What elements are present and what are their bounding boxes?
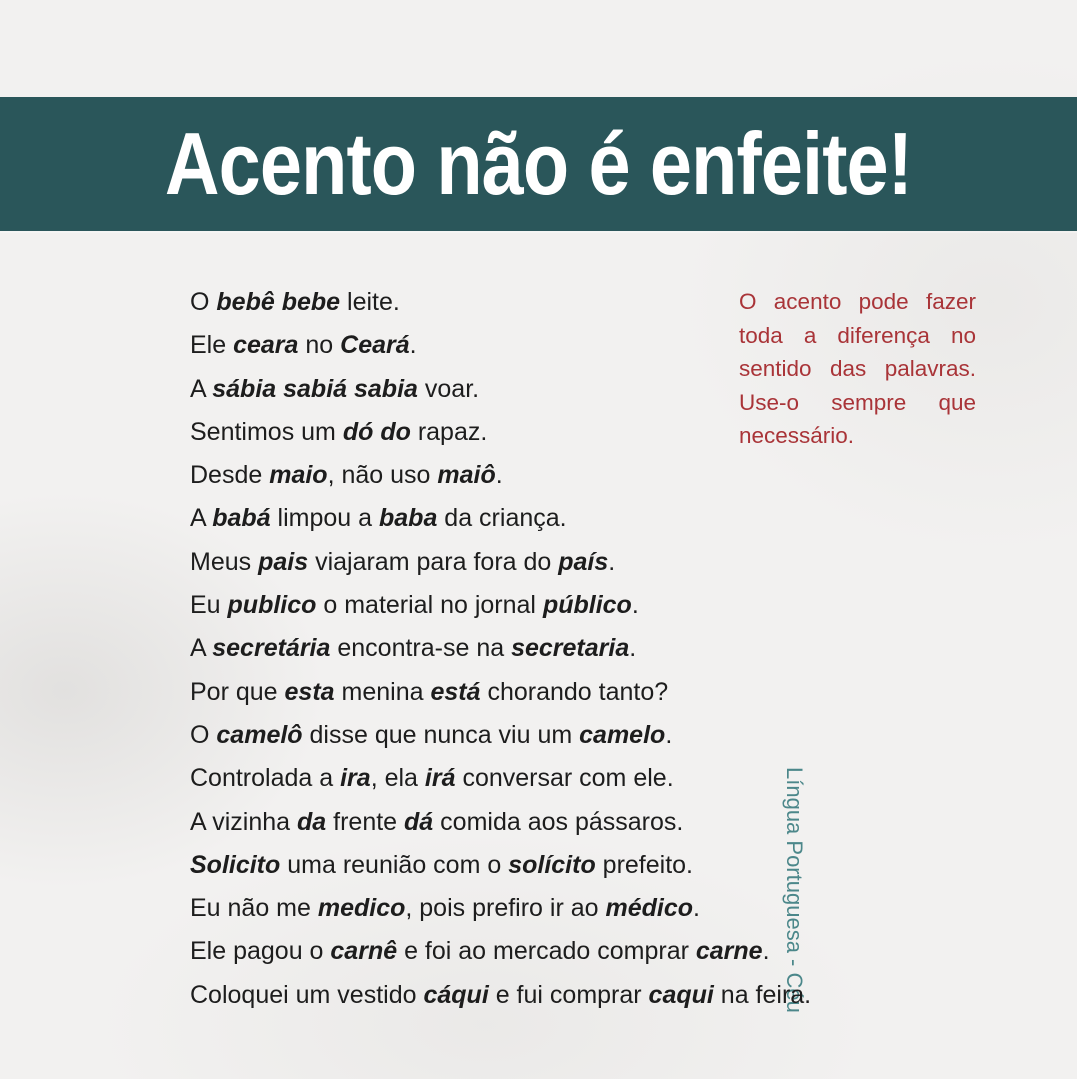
highlighted-word: secretária bbox=[212, 634, 331, 663]
sentence-text: . bbox=[608, 547, 616, 576]
sentence-text: Meus bbox=[190, 547, 259, 576]
sentence-text: rapaz. bbox=[410, 417, 488, 446]
sentence-text: no bbox=[298, 331, 341, 360]
sentence-text: . bbox=[495, 461, 503, 490]
sentence bbox=[190, 454, 811, 497]
sentence-text: , não uso bbox=[327, 461, 438, 490]
sentence-text: menina bbox=[334, 677, 431, 706]
highlighted-word: maio bbox=[269, 461, 328, 490]
sentence bbox=[190, 411, 811, 454]
sentence-text: conversar com ele. bbox=[455, 764, 674, 793]
highlighted-word: dá bbox=[404, 807, 434, 836]
sentence bbox=[190, 368, 811, 411]
sentence-text: A bbox=[190, 504, 213, 533]
sentence bbox=[190, 930, 811, 973]
highlighted-word: maiô bbox=[437, 461, 496, 490]
sentence-text: viajaram para fora do bbox=[308, 547, 559, 576]
highlighted-word: sábia sabiá sabia bbox=[212, 374, 418, 403]
sentence-text: da criança. bbox=[437, 504, 567, 533]
highlighted-word: pais bbox=[258, 547, 309, 576]
sentence-text: . bbox=[665, 720, 673, 749]
highlighted-word: irá bbox=[424, 764, 456, 793]
sentence bbox=[190, 974, 811, 1017]
sentence-text: Eu bbox=[190, 591, 228, 620]
highlighted-word: médico bbox=[605, 894, 694, 923]
highlighted-word: da bbox=[297, 807, 327, 836]
page-title: Acento não é enfeite! bbox=[164, 114, 913, 213]
sentence-text: na feira. bbox=[713, 980, 812, 1009]
highlighted-word: babá bbox=[212, 504, 271, 533]
note-text: O acento pode fazer toda a diferença no sentido das palavras. Use-o sempre que necessário. bbox=[739, 289, 976, 448]
sentence-text: o material no jornal bbox=[316, 591, 543, 620]
sentence-text: A bbox=[190, 634, 213, 663]
sentence-text: e foi ao mercado comprar bbox=[397, 937, 696, 966]
highlighted-word: está bbox=[430, 677, 481, 706]
sentence bbox=[190, 757, 811, 800]
sentence-list bbox=[190, 281, 811, 1017]
highlighted-word: Solicito bbox=[190, 850, 281, 879]
title-banner bbox=[0, 97, 1077, 231]
sentence-text: A bbox=[190, 374, 213, 403]
sentence bbox=[190, 844, 811, 887]
sentence-text: disse que nunca viu um bbox=[302, 720, 580, 749]
highlighted-word: medico bbox=[317, 894, 406, 923]
sentence-text: Ele bbox=[190, 331, 234, 360]
sentence bbox=[190, 324, 811, 367]
sentence-text: prefeito. bbox=[595, 850, 693, 879]
highlighted-word: carne bbox=[695, 937, 763, 966]
sentence bbox=[190, 541, 811, 584]
sentence-text: , ela bbox=[370, 764, 425, 793]
sentence-text: encontra-se na bbox=[330, 634, 512, 663]
sentence-text: A vizinha bbox=[190, 807, 298, 836]
highlighted-word: esta bbox=[284, 677, 335, 706]
sentence-text: e fui comprar bbox=[488, 980, 649, 1009]
highlighted-word: Ceará bbox=[340, 331, 410, 360]
sentence-text: voar. bbox=[417, 374, 480, 403]
sentence-text: Sentimos um bbox=[190, 417, 343, 446]
watermark-credit: Língua Portuguesa - Céu bbox=[782, 767, 807, 1013]
sentence-text: . bbox=[631, 591, 639, 620]
sentence bbox=[190, 671, 811, 714]
sentence-text: . bbox=[693, 894, 700, 923]
sentence bbox=[190, 497, 811, 540]
highlighted-word: ira bbox=[340, 764, 371, 793]
highlighted-word: público bbox=[542, 591, 632, 620]
sentence-text: O bbox=[190, 720, 217, 749]
highlighted-word: publico bbox=[227, 591, 317, 620]
highlighted-word: carnê bbox=[330, 937, 398, 966]
sentence-text: comida aos pássaros. bbox=[433, 807, 684, 836]
highlighted-word: bebê bebe bbox=[216, 288, 341, 316]
sentence-text: Ele pagou o bbox=[190, 937, 331, 966]
highlighted-word: dó do bbox=[342, 417, 411, 446]
highlighted-word: camelo bbox=[579, 720, 666, 749]
sentence-text: Por que bbox=[190, 677, 285, 706]
sentence-text: Controlada a bbox=[190, 764, 341, 793]
sentence-text: chorando tanto? bbox=[480, 677, 669, 706]
sentence-text: frente bbox=[326, 807, 405, 836]
sentence-text: . bbox=[409, 331, 417, 360]
sentence-text: , pois prefiro ir ao bbox=[405, 894, 606, 923]
sentence-text: . bbox=[629, 634, 637, 663]
sentence bbox=[190, 281, 811, 324]
sentence-text: Desde bbox=[190, 461, 270, 490]
sentence-text: leite. bbox=[340, 288, 400, 316]
highlighted-word: ceara bbox=[233, 331, 299, 360]
sentence bbox=[190, 887, 811, 930]
sentence-text: uma reunião com o bbox=[280, 850, 509, 879]
highlighted-word: caqui bbox=[648, 980, 714, 1009]
sentence-text: Eu não me bbox=[190, 894, 318, 923]
sentence bbox=[190, 801, 811, 844]
sentence-text: Coloquei um vestido bbox=[190, 980, 424, 1009]
highlighted-word: baba bbox=[379, 504, 438, 533]
highlighted-word: cáqui bbox=[423, 980, 489, 1009]
highlighted-word: solícito bbox=[508, 850, 596, 879]
highlighted-word: país bbox=[558, 547, 609, 576]
sentence-text: limpou a bbox=[270, 504, 379, 533]
highlighted-word: camelô bbox=[216, 720, 303, 749]
sentence-text: O bbox=[190, 288, 217, 316]
sentence bbox=[190, 627, 811, 670]
sentence bbox=[190, 584, 811, 627]
sentence bbox=[190, 714, 811, 757]
sentence-text: . bbox=[762, 937, 770, 966]
highlighted-word: secretaria bbox=[511, 634, 630, 663]
